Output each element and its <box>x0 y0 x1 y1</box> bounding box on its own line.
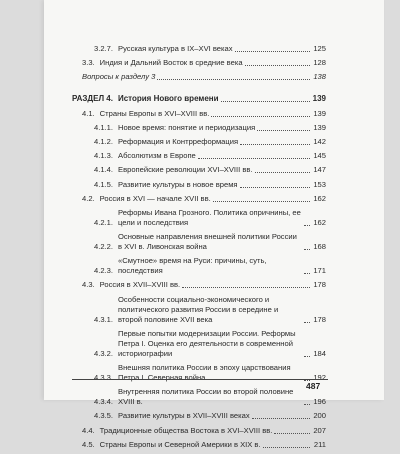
dot-leader <box>304 266 310 274</box>
toc-entry-title: Индия и Дальний Восток в средние века <box>99 58 243 68</box>
toc-entry-body <box>118 123 326 133</box>
toc-entry-body <box>118 295 326 325</box>
toc-entry-page: 200 <box>313 411 326 421</box>
toc-entry-title: История Нового времени <box>117 94 219 104</box>
toc-entry-page: 128 <box>313 58 326 68</box>
dot-leader <box>257 123 310 131</box>
toc-entry-title: Страны Европы и Северной Америки в XIX в. <box>99 439 261 449</box>
toc-entry-body <box>118 232 326 252</box>
toc-entry-page: 142 <box>313 136 326 146</box>
toc-entry-body <box>118 165 326 175</box>
toc-entry-body <box>82 72 326 82</box>
toc-entry <box>72 426 326 436</box>
toc-entry-title: Реформы Ивана Грозного. Политика опричнины, ее цели и последствия <box>118 207 301 227</box>
toc-entry-page: 196 <box>313 397 326 407</box>
toc-entry-body <box>100 426 326 436</box>
toc-entry-title: Традиционные общества Востока в XVI–XVIII вв. <box>99 425 273 435</box>
toc-entry <box>72 411 326 421</box>
toc-entry-title: Внутренняя политика России во второй половине XVIII в. <box>118 387 294 407</box>
toc-entry <box>72 387 326 407</box>
toc-entry-page: 211 <box>313 439 326 449</box>
toc-entry-page: 207 <box>313 425 326 435</box>
toc-entry-body <box>118 363 326 383</box>
toc-entry-number: 4.3.3. <box>94 373 113 382</box>
dot-leader <box>235 44 310 52</box>
toc-entry <box>72 194 326 204</box>
dot-leader <box>221 94 310 102</box>
toc-entry-body <box>100 109 326 119</box>
toc-entry <box>72 329 326 359</box>
toc-entry-number: 4.2.3. <box>94 266 113 276</box>
toc-entry-title: Основные направления внешней политики России в XVI в. Ливонская война <box>118 232 297 252</box>
toc-entry-number: 4.3.2. <box>94 348 113 358</box>
toc-entry-title: Развитие культуры в новое время <box>118 179 238 189</box>
toc-entry-number: 4.1.2. <box>94 136 113 146</box>
toc-entry-title: Реформация и Контрреформация <box>118 136 239 146</box>
dot-leader <box>304 349 310 357</box>
toc-entry-body <box>100 280 326 290</box>
toc-entry-number: 4.1.1. <box>94 122 113 132</box>
toc-entry-body <box>118 256 326 276</box>
toc-entry-body <box>118 208 326 228</box>
toc-entry <box>72 123 326 133</box>
dot-leader <box>198 151 310 159</box>
toc-entry <box>72 363 326 383</box>
dot-leader <box>274 426 310 434</box>
toc-entry <box>72 280 326 290</box>
toc-entry-number: РАЗДЕЛ 4. <box>72 94 113 104</box>
toc-entry-page: 168 <box>313 242 326 252</box>
toc-entry-title: «Смутное» время на Руси: причины, суть, последствия <box>118 256 267 276</box>
toc-entry-page: 147 <box>313 165 326 175</box>
toc-entry <box>72 44 326 54</box>
toc-entry-number: 4.2.2. <box>94 242 113 252</box>
toc-entry-page: 139 <box>313 122 326 132</box>
toc-entry-body <box>118 387 326 407</box>
toc-entry <box>72 180 326 190</box>
toc-entry-title: Абсолютизм в Европе <box>118 151 196 161</box>
toc-entry <box>72 72 326 82</box>
toc-entry-number: 4.1. <box>82 108 95 118</box>
toc-entry-title: Развитие культуры в XVII–XVIII веках <box>118 411 250 421</box>
toc-entry-number: 4.3.1. <box>94 314 113 324</box>
toc-entry-number: 4.2. <box>82 193 95 203</box>
toc-entry-body <box>118 94 326 104</box>
toc-entry-page: 139 <box>312 94 326 104</box>
toc-entry <box>72 151 326 161</box>
toc-entry-number: 4.1.3. <box>94 151 113 161</box>
dot-leader <box>213 194 310 202</box>
toc-entry-number: 4.1.4. <box>94 165 113 175</box>
toc-entry-title: Вопросы к разделу 3 <box>82 72 156 82</box>
toc-entry-page: 178 <box>313 314 326 324</box>
toc-entry-body <box>100 58 326 68</box>
toc-entry-page: 162 <box>313 193 326 203</box>
toc-entry-body <box>118 329 326 359</box>
toc-entry-page: 125 <box>313 44 326 53</box>
toc-entry-page: 139 <box>313 108 326 118</box>
dot-leader <box>240 137 310 145</box>
toc-entry-number: 3.2.7. <box>94 44 113 53</box>
toc-entry-title: Внешняя политика России в эпоху царствования Петра I. Северная война <box>118 363 291 382</box>
toc-entry-title: Страны Европы в XVI–XVIII вв. <box>99 108 210 118</box>
toc-entry <box>72 295 326 325</box>
toc-entry-title: Русская культура в IX–XVI веках <box>118 44 233 53</box>
toc-entry-number: 4.1.5. <box>94 179 113 189</box>
dot-leader <box>304 397 310 405</box>
toc-entry-title: Первые попытки модернизации России. Реформы Петра I. Оценка его деятельности в современной историографии <box>118 328 296 358</box>
dot-leader <box>304 242 310 250</box>
toc-entry-page: 192 <box>313 373 326 382</box>
toc-entry-body <box>118 180 326 190</box>
toc-entry-number: 3.3. <box>82 58 95 68</box>
toc-entry <box>72 109 326 119</box>
toc-entry-number: 4.3. <box>82 280 95 290</box>
toc-entry-number: 4.3.4. <box>94 397 113 407</box>
dot-leader <box>304 218 310 226</box>
toc-entry <box>72 440 326 450</box>
toc-entry <box>72 256 326 276</box>
toc-entry-body <box>118 151 326 161</box>
toc-entry-page: 171 <box>313 266 326 276</box>
table-of-contents <box>72 44 326 454</box>
dot-leader <box>182 280 310 288</box>
toc-entry-page: 145 <box>313 151 326 161</box>
toc-entry-page: 138 <box>313 72 326 82</box>
toc-entry <box>72 58 326 68</box>
toc-entry-number: 4.5. <box>82 439 95 449</box>
dot-leader <box>157 72 310 80</box>
toc-entry-title: Европейские революции XVI–XVIII вв. <box>118 165 253 175</box>
dot-leader <box>245 58 310 66</box>
toc-entry-page: 178 <box>313 280 326 290</box>
toc-entry <box>72 137 326 147</box>
toc-entry <box>72 208 326 228</box>
toc-entry-body <box>118 44 326 54</box>
toc-entry <box>72 94 326 104</box>
toc-entry-page: 153 <box>313 179 326 189</box>
dot-leader <box>211 109 310 117</box>
toc-entry-body <box>100 440 326 450</box>
footer-rule <box>72 379 328 380</box>
toc-entry-page: 162 <box>313 217 326 227</box>
toc-entry-number: 4.3.5. <box>94 411 113 421</box>
toc-entry-title: Россия в XVII–XVIII вв. <box>99 280 181 290</box>
toc-entry-title: Россия в XVI — начале XVII вв. <box>99 193 211 203</box>
dot-leader <box>255 165 310 173</box>
toc-entry-title: Новое время: понятие и периодизация <box>118 122 256 132</box>
toc-entry-title: Особенности социально-экономического и политического развития России в середине и второй половине XVII века <box>118 294 279 324</box>
toc-entry <box>72 165 326 175</box>
dot-leader <box>252 411 310 419</box>
page-number: 487 <box>306 381 321 391</box>
toc-entry-body <box>100 194 326 204</box>
toc-entry-number: 4.2.1. <box>94 217 113 227</box>
toc-entry-page: 184 <box>313 348 326 358</box>
dot-leader <box>240 180 310 188</box>
toc-entry <box>72 232 326 252</box>
toc-entry-body <box>118 411 326 421</box>
dot-leader <box>304 315 310 323</box>
dot-leader <box>263 440 310 448</box>
toc-entry-number: 4.4. <box>82 425 95 435</box>
toc-entry-body <box>118 137 326 147</box>
